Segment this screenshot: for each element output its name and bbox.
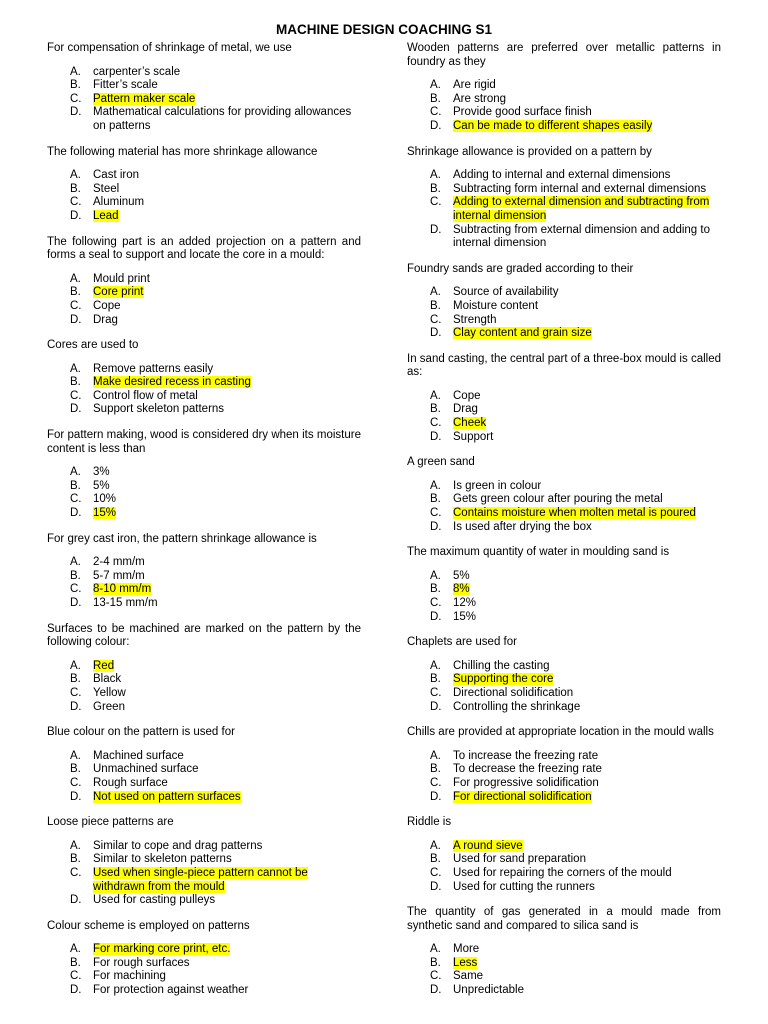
question-text: Loose piece patterns are xyxy=(47,816,174,829)
highlighted-answer: Used when single-piece pattern cannot be withdrawn from the mould xyxy=(93,866,308,893)
option-letter: A. xyxy=(430,479,441,492)
option-text: To decrease the freezing rate xyxy=(453,763,602,776)
question-text: Cores are used to xyxy=(47,339,139,352)
option-text: 5% xyxy=(453,569,470,582)
option-text: 13-15 mm/m xyxy=(93,597,158,609)
option-text: 5% xyxy=(93,479,110,492)
option-letter: D. xyxy=(430,327,442,340)
option-text: 5-7 mm/m xyxy=(93,569,145,582)
option-letter: C. xyxy=(430,866,442,879)
option-letter: C. xyxy=(430,106,442,119)
question-block xyxy=(47,920,361,998)
answer-option xyxy=(407,984,721,998)
option-letter: B. xyxy=(430,182,441,195)
option-letter: C. xyxy=(70,686,82,699)
option-letter: A. xyxy=(70,272,81,285)
option-letter: B. xyxy=(430,673,441,686)
answer-option xyxy=(407,763,721,777)
answer-option xyxy=(407,390,721,404)
option-text: Black xyxy=(93,673,122,686)
answer-option xyxy=(47,480,361,494)
answer-option xyxy=(407,583,721,597)
highlighted-answer: 8-10 mm/m xyxy=(93,583,152,596)
answer-option xyxy=(47,183,361,197)
answer-option xyxy=(407,570,721,584)
option-text: 2-4 mm/m xyxy=(93,556,145,569)
answer-option xyxy=(47,79,361,93)
answer-option xyxy=(47,106,361,133)
highlighted-answer: Cheek xyxy=(453,417,487,430)
option-letter: A. xyxy=(70,362,81,375)
question-block xyxy=(407,726,721,804)
answer-option xyxy=(47,687,361,701)
question-block xyxy=(407,546,721,624)
option-letter: B. xyxy=(430,853,441,866)
highlighted-answer: Pattern maker scale xyxy=(93,92,196,105)
answer-option xyxy=(47,93,361,107)
answer-option xyxy=(407,403,721,417)
option-letter: C. xyxy=(70,389,82,402)
answer-option xyxy=(407,943,721,957)
answer-option xyxy=(47,701,361,715)
answer-option xyxy=(407,970,721,984)
option-text: Remove patterns easily xyxy=(93,362,214,375)
answer-option xyxy=(407,750,721,764)
option-text: For progressive solidification xyxy=(453,776,599,789)
option-text: Green xyxy=(93,700,125,713)
answer-option xyxy=(47,957,361,971)
option-text: Provide good surface finish xyxy=(453,106,592,119)
question-text: Wooden patterns are preferred over metallic patterns in foundry as they xyxy=(407,42,721,68)
option-letter: C. xyxy=(70,776,82,789)
option-letter: C. xyxy=(430,776,442,789)
answer-option xyxy=(407,417,721,431)
option-text: Unpredictable xyxy=(453,984,524,997)
answer-option xyxy=(47,466,361,480)
option-text: Source of availability xyxy=(453,286,559,299)
option-letter: A. xyxy=(430,169,441,182)
option-letter: D. xyxy=(430,430,442,443)
question-text: For compensation of shrinkage of metal, we use xyxy=(47,42,292,54)
option-letter: C. xyxy=(430,507,442,520)
right-column xyxy=(407,42,721,1010)
highlighted-answer: 8% xyxy=(453,583,470,596)
option-letter: C. xyxy=(70,196,82,209)
option-letter: A. xyxy=(430,749,441,762)
answer-option xyxy=(407,507,721,521)
question-block xyxy=(47,623,361,715)
option-letter: B. xyxy=(430,956,441,969)
question-text: The following part is an added projection on a pattern and forms a seal to support and locate the core in a mould: xyxy=(47,235,361,262)
answer-option xyxy=(47,791,361,805)
option-letter: B. xyxy=(70,956,81,969)
option-letter: D. xyxy=(70,700,82,713)
option-letter: D. xyxy=(70,790,82,803)
answer-option xyxy=(47,210,361,224)
question-text: For grey cast iron, the pattern shrinkage allowance is xyxy=(47,532,317,545)
answer-option xyxy=(47,583,361,597)
option-letter: B. xyxy=(430,763,441,776)
answer-option xyxy=(47,507,361,521)
answer-option xyxy=(47,169,361,183)
question-block xyxy=(47,816,361,908)
highlighted-answer: Make desired recess in casting xyxy=(93,376,251,389)
option-letter: B. xyxy=(70,286,81,299)
question-block xyxy=(47,146,361,224)
option-letter: A. xyxy=(430,79,441,92)
question-block xyxy=(407,816,721,894)
answer-option xyxy=(47,777,361,791)
option-text: 15% xyxy=(453,610,477,623)
question-block xyxy=(407,456,721,534)
option-text: Rough surface xyxy=(93,776,168,789)
option-letter: A. xyxy=(70,943,81,956)
option-text: Controlling the shrinkage xyxy=(453,700,581,713)
highlighted-answer: Not used on pattern surfaces xyxy=(93,790,241,803)
option-letter: C. xyxy=(430,196,442,209)
answer-option xyxy=(47,984,361,998)
option-text: Used for repairing the corners of the mould xyxy=(453,866,672,879)
option-letter: D. xyxy=(70,209,82,222)
answer-option xyxy=(407,791,721,805)
option-letter: B. xyxy=(430,299,441,312)
option-letter: C. xyxy=(430,597,442,609)
option-text: Drag xyxy=(93,313,118,326)
question-text: For pattern making, wood is considered dry when its moisture content is less than xyxy=(47,429,361,455)
answer-option xyxy=(47,66,361,80)
option-text: Aluminum xyxy=(93,196,145,209)
option-letter: A. xyxy=(430,839,441,852)
option-letter: D. xyxy=(430,790,442,803)
option-text: Drag xyxy=(453,403,478,416)
answer-option xyxy=(407,183,721,197)
option-letter: A. xyxy=(70,659,81,672)
option-letter: D. xyxy=(430,520,442,533)
option-letter: B. xyxy=(70,376,81,389)
option-letter: B. xyxy=(70,182,81,195)
question-text: Chaplets are used for xyxy=(407,636,517,649)
answer-option xyxy=(407,597,721,611)
answer-option xyxy=(407,840,721,854)
answer-option xyxy=(47,763,361,777)
option-text: Are strong xyxy=(453,92,507,105)
option-text: Fitter’s scale xyxy=(93,79,158,92)
option-text: Is used after drying the box xyxy=(453,520,592,533)
answer-option xyxy=(407,480,721,494)
answer-option xyxy=(47,196,361,210)
option-letter: A. xyxy=(430,943,441,956)
highlighted-answer: Contains moisture when molten metal is poured xyxy=(453,507,696,520)
option-letter: B. xyxy=(430,583,441,596)
question-block xyxy=(47,533,361,611)
option-letter: A. xyxy=(70,556,81,569)
option-text: Mathematical calculations for providing allowances on patterns xyxy=(93,106,352,132)
answer-option xyxy=(407,957,721,971)
option-text: Similar to cope and drag patterns xyxy=(93,839,263,852)
option-letter: C. xyxy=(70,493,82,506)
option-letter: A. xyxy=(430,286,441,299)
answer-option xyxy=(47,867,361,894)
answer-option xyxy=(407,673,721,687)
option-letter: A. xyxy=(70,169,81,182)
option-text: 10% xyxy=(93,493,117,506)
question-text: The maximum quantity of water in moulding sand is xyxy=(407,546,670,559)
answer-option xyxy=(407,611,721,625)
highlighted-answer: Clay content and grain size xyxy=(453,327,592,340)
answer-option xyxy=(407,701,721,715)
answer-option xyxy=(407,314,721,328)
option-text: Control flow of metal xyxy=(93,389,198,402)
answer-option xyxy=(407,169,721,183)
option-letter: C. xyxy=(70,583,82,596)
answer-option xyxy=(407,106,721,120)
option-letter: B. xyxy=(70,673,81,686)
option-letter: B. xyxy=(430,403,441,416)
answer-option xyxy=(47,943,361,957)
answer-option xyxy=(47,300,361,314)
option-letter: A. xyxy=(70,749,81,762)
option-text: 12% xyxy=(453,597,477,609)
highlighted-answer: Adding to external dimension and subtracting from internal dimension xyxy=(453,196,710,222)
option-letter: D. xyxy=(70,507,82,520)
question-block xyxy=(407,353,721,445)
option-letter: A. xyxy=(70,65,81,78)
option-text: Strength xyxy=(453,313,497,326)
answer-option xyxy=(47,660,361,674)
answer-option xyxy=(407,327,721,341)
option-text: carpenter’s scale xyxy=(93,65,181,78)
answer-option xyxy=(407,196,721,223)
question-text: Chills are provided at appropriate location in the mould walls xyxy=(407,726,714,739)
highlighted-answer: Lead xyxy=(93,209,119,222)
option-letter: A. xyxy=(430,569,441,582)
question-text: Surfaces to be machined are marked on the pattern by the following colour: xyxy=(47,622,361,649)
option-letter: C. xyxy=(70,299,82,312)
option-letter: D. xyxy=(430,880,442,893)
option-letter: D. xyxy=(430,700,442,713)
question-block xyxy=(47,339,361,417)
option-letter: A. xyxy=(70,839,81,852)
answer-option xyxy=(407,93,721,107)
answer-option xyxy=(47,556,361,570)
question-block xyxy=(47,429,361,521)
option-letter: D. xyxy=(70,894,82,907)
question-text: In sand casting, the central part of a three-box mould is called as: xyxy=(407,352,721,379)
answer-option xyxy=(47,314,361,328)
question-text: The quantity of gas generated in a mould made from synthetic sand and compared to silica sand is xyxy=(407,906,721,932)
answer-option xyxy=(47,570,361,584)
answer-option xyxy=(47,286,361,300)
question-text: Colour scheme is employed on patterns xyxy=(47,919,250,932)
option-letter: D. xyxy=(70,597,82,609)
highlighted-answer: A round sieve xyxy=(453,839,523,852)
option-text: Cope xyxy=(93,299,121,312)
option-text: Are rigid xyxy=(453,79,496,92)
option-text: Chilling the casting xyxy=(453,659,550,672)
question-text: Blue colour on the pattern is used for xyxy=(47,726,235,739)
option-letter: B. xyxy=(70,79,81,92)
answer-option xyxy=(407,224,721,251)
option-letter: B. xyxy=(70,853,81,866)
highlighted-answer: Core print xyxy=(93,286,144,299)
option-letter: C. xyxy=(430,970,442,983)
option-letter: D. xyxy=(70,106,82,119)
page-title: MACHINE DESIGN COACHING S1 xyxy=(275,22,493,37)
option-letter: C. xyxy=(70,92,82,105)
option-letter: B. xyxy=(430,493,441,506)
option-text: Steel xyxy=(93,182,120,195)
question-block xyxy=(407,146,721,251)
option-text: For rough surfaces xyxy=(93,956,190,969)
option-letter: D. xyxy=(430,984,442,997)
answer-option xyxy=(47,376,361,390)
option-text: Is green in colour xyxy=(453,479,542,492)
option-text: For machining xyxy=(93,970,166,983)
option-letter: D. xyxy=(70,313,82,326)
highlighted-answer: Red xyxy=(93,659,115,672)
answer-option xyxy=(407,777,721,791)
option-text: Cast iron xyxy=(93,169,140,182)
option-letter: D. xyxy=(430,223,442,236)
option-text: Mould print xyxy=(93,272,150,285)
question-block xyxy=(407,263,721,341)
option-text: Used for casting pulleys xyxy=(93,894,216,907)
left-column xyxy=(47,42,361,1010)
option-text: Moisture content xyxy=(453,299,539,312)
answer-option xyxy=(47,597,361,611)
question-block xyxy=(47,236,361,328)
option-text: Machined surface xyxy=(93,749,184,762)
option-text: Gets green colour after pouring the metal xyxy=(453,493,663,506)
option-letter: C. xyxy=(430,313,442,326)
answer-option xyxy=(47,853,361,867)
question-text: The following material has more shrinkage allowance xyxy=(47,145,318,158)
option-letter: D. xyxy=(70,984,82,997)
answer-option xyxy=(47,390,361,404)
answer-option xyxy=(407,660,721,674)
answer-option xyxy=(47,840,361,854)
question-block xyxy=(47,42,361,134)
option-text: Same xyxy=(453,970,484,983)
answer-option xyxy=(47,363,361,377)
highlighted-answer: Less xyxy=(453,956,478,969)
highlighted-answer: Supporting the core xyxy=(453,673,554,686)
option-letter: B. xyxy=(70,569,81,582)
option-letter: C. xyxy=(70,970,82,983)
answer-option xyxy=(47,493,361,507)
answer-option xyxy=(407,493,721,507)
answer-option xyxy=(407,521,721,535)
option-text: Subtracting from external dimension and adding to internal dimension xyxy=(453,223,710,250)
question-text: Shrinkage allowance is provided on a pattern by xyxy=(407,145,652,158)
highlighted-answer: For directional solidification xyxy=(453,790,592,803)
option-letter: D. xyxy=(70,403,82,416)
option-text: Support xyxy=(453,430,494,443)
option-text: Similar to skeleton patterns xyxy=(93,853,232,866)
option-text: Directional solidification xyxy=(453,686,574,699)
option-letter: A. xyxy=(430,389,441,402)
answer-option xyxy=(407,286,721,300)
answer-option xyxy=(407,853,721,867)
option-text: For protection against weather xyxy=(93,984,249,997)
answer-option xyxy=(407,881,721,895)
option-letter: D. xyxy=(430,119,442,132)
answer-option xyxy=(407,431,721,445)
option-letter: A. xyxy=(430,659,441,672)
highlighted-answer: Can be made to different shapes easily xyxy=(453,119,653,132)
answer-option xyxy=(47,894,361,908)
option-text: To increase the freezing rate xyxy=(453,749,599,762)
answer-option xyxy=(407,867,721,881)
answer-option xyxy=(47,750,361,764)
option-text: 3% xyxy=(93,466,110,479)
option-letter: C. xyxy=(430,417,442,430)
answer-option xyxy=(47,673,361,687)
answer-option xyxy=(47,273,361,287)
option-text: Yellow xyxy=(93,686,126,699)
option-text: More xyxy=(453,943,480,956)
answer-option xyxy=(47,970,361,984)
question-text: Foundry sands are graded according to their xyxy=(407,262,634,275)
question-text: A green sand xyxy=(407,456,475,469)
answer-option xyxy=(47,403,361,417)
option-text: Used for cutting the runners xyxy=(453,880,595,893)
answer-option xyxy=(407,120,721,134)
question-text: Riddle is xyxy=(407,816,452,829)
option-letter: B. xyxy=(70,763,81,776)
option-letter: A. xyxy=(70,466,81,479)
option-text: Cope xyxy=(453,389,481,402)
option-letter: C. xyxy=(70,866,82,879)
question-block xyxy=(407,42,721,134)
question-block xyxy=(407,636,721,714)
option-text: Adding to internal and external dimensions xyxy=(453,169,671,182)
option-text: Unmachined surface xyxy=(93,763,199,776)
option-letter: D. xyxy=(430,610,442,623)
question-block xyxy=(47,726,361,804)
answer-option xyxy=(407,687,721,701)
highlighted-answer: 15% xyxy=(93,507,117,520)
option-text: Used for sand preparation xyxy=(453,853,586,866)
answer-option xyxy=(407,79,721,93)
option-text: Support skeleton patterns xyxy=(93,403,225,416)
option-letter: B. xyxy=(430,92,441,105)
option-letter: B. xyxy=(70,479,81,492)
answer-option xyxy=(407,300,721,314)
question-block xyxy=(407,906,721,998)
option-letter: C. xyxy=(430,686,442,699)
option-text: Subtracting form internal and external dimensions xyxy=(453,182,707,195)
highlighted-answer: For marking core print, etc. xyxy=(93,943,231,956)
